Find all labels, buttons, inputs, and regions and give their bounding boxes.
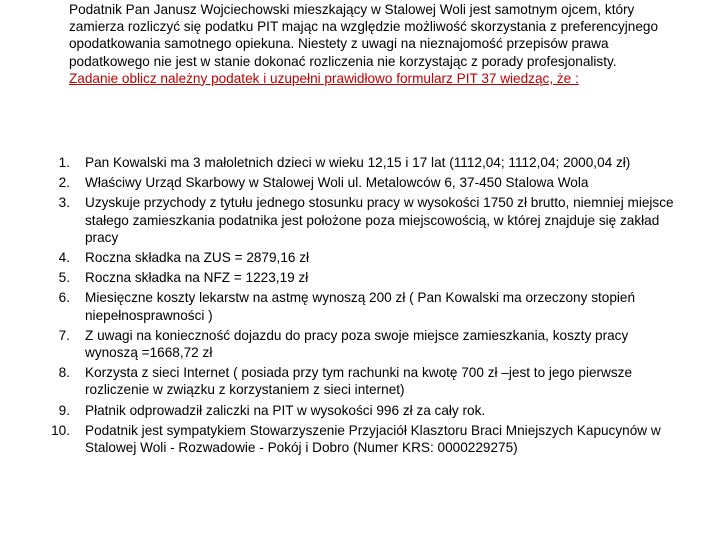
list-item-number: 4. — [58, 250, 70, 266]
list-item-text: Roczna składka na ZUS = 2879,16 zł — [85, 250, 310, 266]
task-statement: Zadanie oblicz należny podatek i uzupełni prawidłowo formularz PIT 37 wiedząc, że : — [69, 70, 579, 86]
list-item — [40, 249, 680, 266]
list-item-number: 7. — [58, 327, 70, 343]
list-item-text: Uzyskuje przychody z tytułu jednego stosunku pracy w wysokości 1750 zł brutto, niemniej miejsce stałego zamieszkania podatnika jest położone poza miejscowością, w której znajduje się zakład pracy — [85, 195, 674, 245]
list-item-number: 6. — [58, 290, 70, 306]
list-item-text: Miesięczne koszty lekarstw na astmę wynoszą 200 zł ( Pan Kowalski ma orzeczony stopień niepełnosprawności ) — [85, 290, 636, 323]
list-item — [40, 269, 680, 286]
list-item — [40, 327, 680, 361]
facts-list — [40, 154, 680, 459]
list-item — [40, 422, 680, 456]
list-item-text: Płatnik odprowadził zaliczki na PIT w wysokości 996 zł za cały rok. — [85, 402, 486, 418]
list-item-text: Z uwagi na konieczność dojazdu do pracy poza swoje miejsce zamieszkania, koszty pracy wynoszą =1668,72 zł — [85, 327, 629, 361]
list-item-number: 5. — [58, 270, 70, 286]
list-item-number: 8. — [58, 365, 70, 381]
list-item-text: Podatnik jest sympatykiem Stowarzyszenie Przyjaciół Klasztoru Braci Mniejszych Kapucynów w Stalowej Woli - Rozwadowie - Pokój i Dobro (Numer KRS: 0000229275) — [85, 422, 661, 456]
list-item-text: Roczna składka na NFZ = 1223,19 zł — [85, 270, 309, 286]
list-item-number: 10. — [51, 422, 70, 438]
intro-paragraph: Podatnik Pan Janusz Wojciechowski mieszkający w Stalowej Woli jest samotnym ojcem, który zamierza rozliczyć się podatku PIT mając na względzie możliwość skorzystania z preferencyjnego opodatkowania samotnego opiekuna. Niestety z uwagi na nieznajomość przepisów prawa podatkowego nie jest w stanie dokonać rozliczenia nie korzystając z porady profesjonalisty. — [69, 2, 659, 69]
list-item-text: Właściwy Urząd Skarbowy w Stalowej Woli ul. Metalowców 6, 37-450 Stalowa Wola — [85, 175, 589, 191]
list-item — [40, 154, 680, 171]
list-item-text: Pan Kowalski ma 3 małoletnich dzieci w wieku 12,15 i 17 lat (1112,04; 1112,04; 2000,04 zł) — [85, 155, 631, 170]
list-item — [40, 289, 680, 323]
list-item-text: Korzysta z sieci Internet ( posiada przy tym rachunki na kwotę 700 zł –jest to jego pierwsze rozliczenie w związku z korzystaniem z sieci internet) — [85, 365, 633, 398]
list-item-number: 2. — [58, 175, 70, 191]
list-item-number: 1. — [58, 155, 70, 170]
list-item — [40, 194, 680, 246]
list-item-number: 9. — [58, 402, 70, 418]
list-item — [40, 402, 680, 419]
list-item — [40, 174, 680, 191]
list-item-number: 3. — [58, 195, 70, 211]
intro-block — [69, 1, 679, 87]
list-item — [40, 364, 680, 398]
